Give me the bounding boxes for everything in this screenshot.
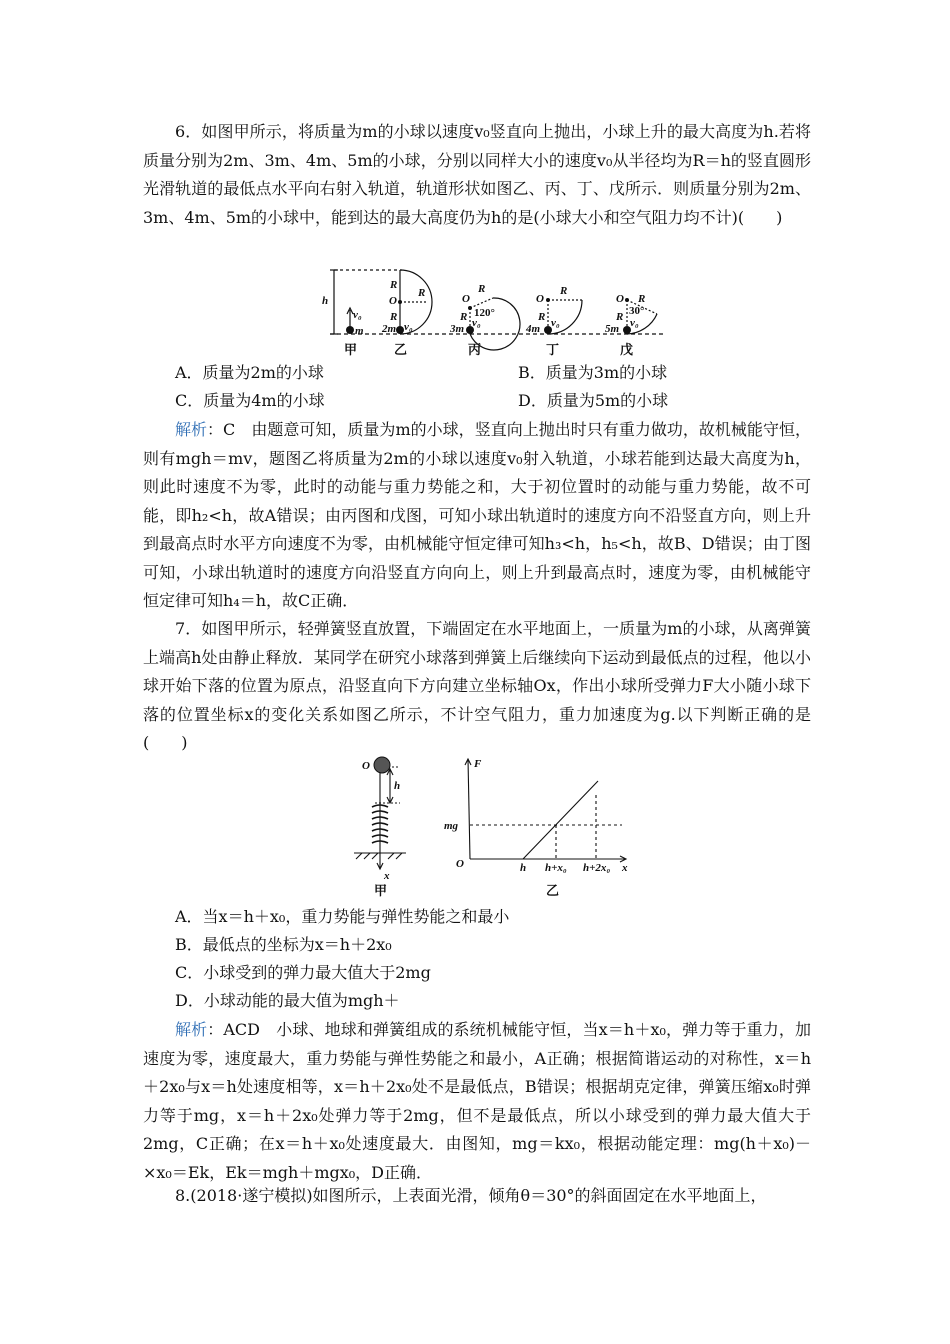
label-h: h bbox=[322, 295, 329, 307]
analysis-text: ：ACD 小球、地球和弹簧组成的系统机械能守恒，当x＝h＋x₀，弹力等于重力，加速度为零，速度最大，重力势能与弹性势能之和最小，A正确；根据简谐运动的对称性，x＝h＋2x₀与x＝h处速度相等，x＝h＋2x₀处不是最低点，B错误；根据胡克定律，弹簧压缩x₀时弹力等于mg，x＝h＋2x₀处弹力等于2mg，但不是最低点，所以小球受到的弹力最大值大于2mg，C正确；在x＝h＋x₀处速度最大．由图知，mg＝kx₀，根据动能定理：mg(h＋x₀)－×x₀＝Ek，Ek＝mgh＋mgx₀，D正确． bbox=[143, 1020, 811, 1182]
q7-option-d: D．小球动能的最大值为mgh＋ bbox=[175, 991, 400, 1010]
label-v0: v₀ bbox=[404, 321, 413, 333]
label-R: R bbox=[390, 279, 398, 291]
label-F: F bbox=[474, 758, 482, 770]
label-O: O bbox=[389, 295, 397, 307]
label-120deg: 120° bbox=[474, 307, 495, 319]
label-O: O bbox=[616, 293, 624, 305]
label-R: R bbox=[638, 293, 646, 305]
label-R: R bbox=[390, 311, 398, 323]
caption-jia: 甲 bbox=[344, 342, 358, 357]
label-4m: 4m bbox=[526, 323, 541, 335]
question-8-stem: 8.(2018·遂宁模拟)如图所示，上表面光滑，倾角θ＝30°的斜面固定在水平地面上， bbox=[175, 1186, 767, 1205]
caption-bing: 丙 bbox=[468, 342, 482, 357]
analysis-label: 解析 bbox=[175, 1020, 208, 1039]
caption-yi: 乙 bbox=[394, 342, 408, 357]
label-v0: v₀ bbox=[472, 317, 481, 329]
center-point bbox=[398, 300, 402, 304]
question-7-stem: 7．如图甲所示，轻弹簧竖直放置，下端固定在水平地面上，一质量为m的小球，从离弹簧上端高h处由静止释放．某同学在研究小球落到弹簧上后继续向下运动到最低点的过程，他以小球开始下落的位置为原点，沿竖直向下方向建立坐标轴Ox，作出小球所受弹力F大小随小球下落的位置坐标x的变化关系如图乙所示，不计空气阻力，重力加速度为g.以下判断正确的是( ) bbox=[143, 619, 811, 752]
label-mg: mg bbox=[444, 820, 459, 832]
center-point bbox=[468, 306, 472, 310]
label-O: O bbox=[362, 760, 370, 772]
label-v0: v₀ bbox=[551, 317, 560, 329]
label-O: O bbox=[456, 858, 464, 870]
caption-ding: 丁 bbox=[546, 342, 560, 357]
question-7-analysis bbox=[143, 1016, 811, 1187]
question-6-figure bbox=[320, 262, 670, 362]
caption-yi: 乙 bbox=[546, 883, 560, 898]
q6-option-d: D．质量为5m的小球 bbox=[518, 391, 669, 410]
q7-option-c: C．小球受到的弹力最大值大于2mg bbox=[175, 963, 431, 982]
label-m: m bbox=[355, 325, 364, 337]
q6-option-c: C．质量为4m的小球 bbox=[175, 391, 325, 410]
label-x: x bbox=[622, 862, 628, 874]
center-point bbox=[625, 298, 629, 302]
question-7-figure bbox=[340, 755, 640, 903]
label-h: h bbox=[394, 780, 401, 792]
q6-option-b: B．质量为3m的小球 bbox=[518, 363, 668, 382]
label-h-2x0: h+2x₀ bbox=[583, 862, 611, 874]
label-3m: 3m bbox=[450, 323, 465, 335]
label-R: R bbox=[478, 283, 486, 295]
ball-icon bbox=[396, 326, 404, 334]
q7-option-a: A．当x＝h＋x₀，重力势能与弹性势能之和最小 bbox=[175, 907, 510, 926]
label-R: R bbox=[460, 311, 468, 323]
label-2m: 2m bbox=[382, 323, 397, 335]
analysis-text: ：C 由题意可知，质量为m的小球，竖直向上抛出时只有重力做功，故机械能守恒，则有mgh＝mv，题图乙将质量为2m的小球以速度v₀射入轨道，小球若能到达最大高度为h，则此时速度不为零，此时的动能与重力势能之和，大于初位置时的动能与重力势能，故不可能，即h₂<h，故A错误；由丙图和戊图，可知小球出轨道时的速度方向不沿竖直方向，则上升到最高点时水平方向速度不为零，由机械能守恒定律可知h₃<h，h₅<h，故B、D错误；由丁图可知，小球出轨道时的速度方向沿竖直方向向上，则上升到最高点时，速度为零，由机械能守恒定律可知h₄＝h，故C正确． bbox=[143, 420, 811, 610]
ball-icon bbox=[374, 757, 390, 773]
q7-option-b: B．最低点的坐标为x＝h＋2x₀ bbox=[175, 935, 392, 954]
label-h-x0: h+x₀ bbox=[545, 862, 567, 874]
label-v0: v₀ bbox=[630, 317, 639, 329]
ball-icon bbox=[346, 326, 354, 334]
label-R: R bbox=[616, 311, 624, 323]
caption-wu: 戊 bbox=[620, 342, 634, 357]
analysis-label: 解析 bbox=[175, 420, 208, 439]
question-6-stem: 6．如图甲所示，将质量为m的小球以速度v₀竖直向上抛出，小球上升的最大高度为h.若将质量分别为2m、3m、4m、5m的小球，分别以同样大小的速度v₀从半径均为R＝h的竖直圆形光滑轨道的最低点水平向右射入轨道，轨道形状如图乙、丙、丁、戊所示．则质量分别为2m、3m、4m、5m的小球中，能到达的最大高度仍为h的是(小球大小和空气阻力均不计)( ) bbox=[143, 122, 811, 227]
label-O: O bbox=[536, 293, 544, 305]
label-O: O bbox=[462, 293, 470, 305]
caption-jia: 甲 bbox=[374, 883, 388, 898]
label-30deg: 30° bbox=[629, 305, 645, 317]
label-R: R bbox=[538, 311, 546, 323]
label-x: x bbox=[384, 870, 390, 882]
label-h: h bbox=[520, 862, 527, 874]
label-v0: v₀ bbox=[353, 309, 362, 321]
label-R: R bbox=[418, 287, 426, 299]
question-6-analysis bbox=[143, 416, 811, 616]
label-R: R bbox=[560, 285, 568, 297]
label-5m: 5m bbox=[605, 323, 620, 335]
center-point bbox=[546, 298, 550, 302]
q6-option-a: A．质量为2m的小球 bbox=[175, 363, 324, 382]
